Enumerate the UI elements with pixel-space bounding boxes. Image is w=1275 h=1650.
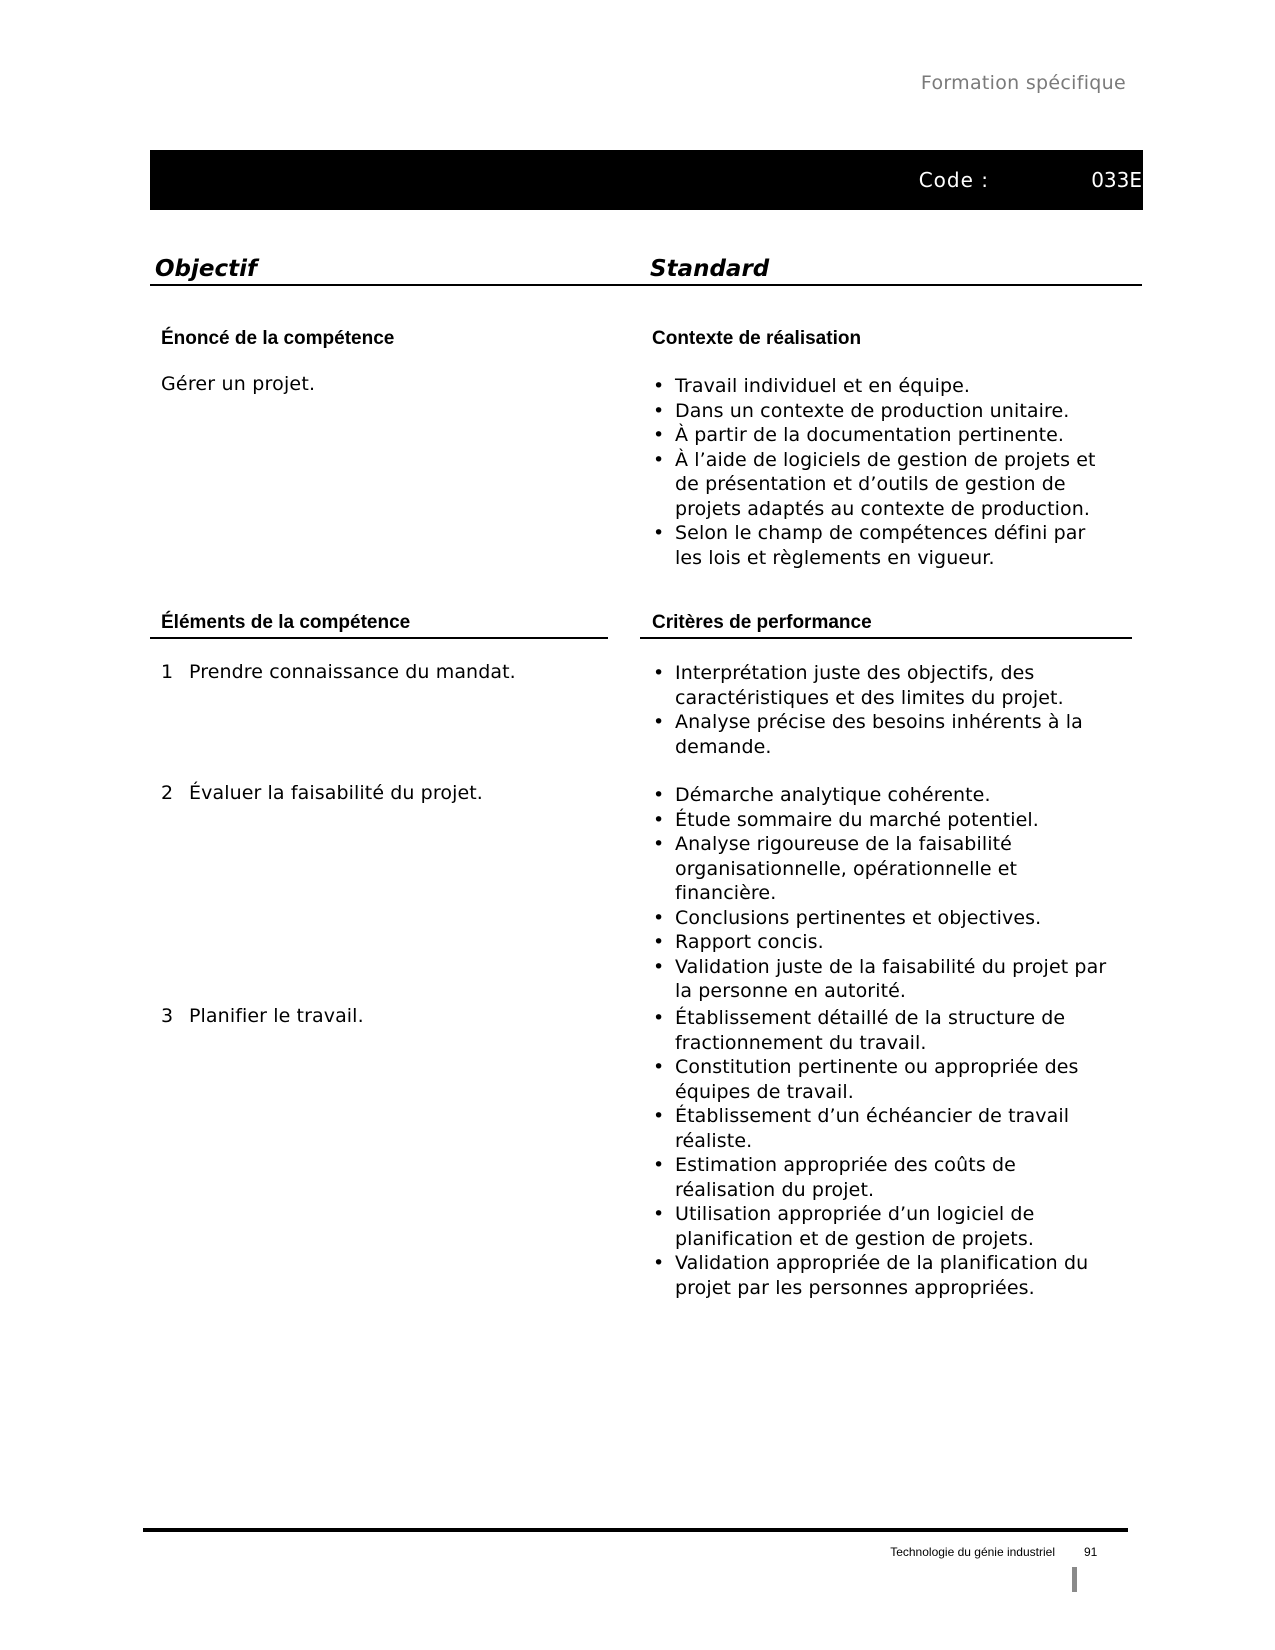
list-item: • À partir de la documentation pertinente. [653, 423, 1113, 448]
criteres-title: Critères de performance [652, 612, 872, 633]
code-bar [150, 150, 1143, 210]
element-number: 3 [161, 1005, 174, 1027]
criteres-rule [640, 637, 1132, 639]
contexte-title: Contexte de réalisation [652, 328, 862, 349]
element-3 [161, 1004, 364, 1029]
contexte-list [653, 374, 1113, 570]
list-item: • Estimation appropriée des coûts de réalisation du projet. [653, 1153, 1113, 1202]
code-label: Code : [918, 168, 989, 192]
list-item: • Selon le champ de compétences défini par les lois et règlements en vigueur. [653, 521, 1113, 570]
element-text: Évaluer la faisabilité du projet. [189, 782, 483, 804]
list-item: • Établissement d’un échéancier de travail réaliste. [653, 1104, 1113, 1153]
element-number: 2 [161, 782, 174, 804]
list-item: • Démarche analytique cohérente. [653, 783, 1113, 808]
element-number: 1 [161, 661, 174, 683]
list-item: • Étude sommaire du marché potentiel. [653, 808, 1113, 833]
footer-program: Technologie du génie industriel [890, 1545, 1055, 1559]
list-item: • Constitution pertinente ou appropriée des équipes de travail. [653, 1055, 1113, 1104]
standard-heading: Standard [650, 256, 770, 282]
list-item: • Analyse rigoureuse de la faisabilité organisationnelle, opérationnelle et financière. [653, 832, 1113, 906]
heading-rule [150, 284, 1142, 286]
elements-title: Éléments de la compétence [161, 612, 411, 633]
list-item: • Rapport concis. [653, 930, 1113, 955]
list-item: • Utilisation appropriée d’un logiciel de planification et de gestion de projets. [653, 1202, 1113, 1251]
running-header: Formation spécifique [920, 72, 1126, 94]
element-text: Prendre connaissance du mandat. [189, 661, 516, 683]
element-2 [161, 781, 483, 806]
element-text: Planifier le travail. [189, 1005, 364, 1027]
change-bar [1072, 1567, 1077, 1592]
footer-rule [143, 1528, 1128, 1532]
list-item: • À l’aide de logiciels de gestion de projets et de présentation et d’outils de gestion de projets adaptés au contexte de production. [653, 448, 1113, 522]
elements-rule [150, 637, 608, 639]
criteria-list-1 [653, 661, 1113, 759]
list-item: • Interprétation juste des objectifs, des caractéristiques et des limites du projet. [653, 661, 1113, 710]
list-item: • Analyse précise des besoins inhérents à la demande. [653, 710, 1113, 759]
list-item: • Travail individuel et en équipe. [653, 374, 1113, 399]
criteria-list-2 [653, 783, 1113, 1004]
list-item: • Conclusions pertinentes et objectives. [653, 906, 1113, 931]
list-item: • Validation appropriée de la planification du projet par les personnes appropriées. [653, 1251, 1113, 1300]
enonce-title: Énoncé de la compétence [161, 328, 395, 349]
objectif-heading: Objectif [155, 256, 258, 282]
page-number: 91 [1084, 1545, 1098, 1559]
list-item: • Validation juste de la faisabilité du projet par la personne en autorité. [653, 955, 1113, 1004]
code-value: 033E [1091, 168, 1142, 192]
enonce-text: Gérer un projet. [161, 373, 316, 395]
criteria-list-3 [653, 1006, 1113, 1300]
list-item: • Dans un contexte de production unitaire. [653, 399, 1113, 424]
list-item: • Établissement détaillé de la structure de fractionnement du travail. [653, 1006, 1113, 1055]
element-1 [161, 660, 516, 685]
